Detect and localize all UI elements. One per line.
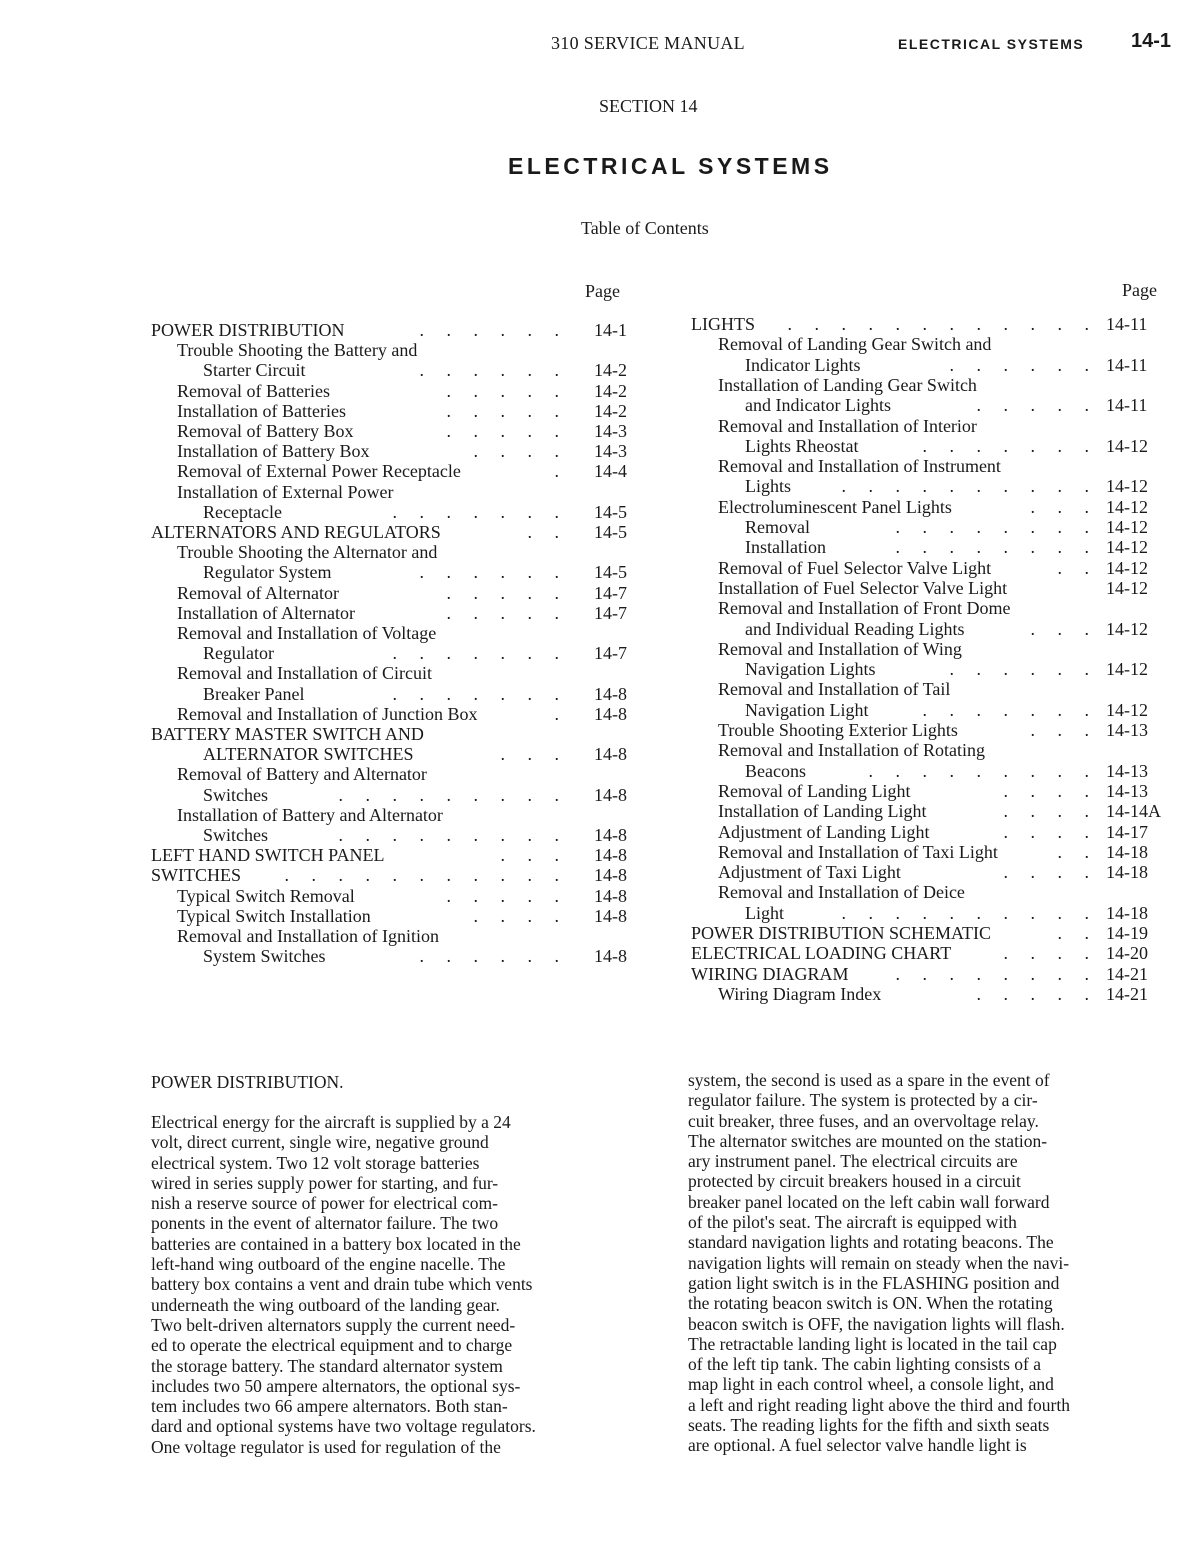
toc-entry-title: Installation of External Power bbox=[177, 481, 394, 502]
toc-entry-title: Installation of Alternator bbox=[177, 602, 355, 623]
toc-entry-title: Removal of Landing Light bbox=[718, 780, 911, 801]
toc-entry-leader: . . bbox=[527, 522, 568, 542]
toc-entry bbox=[151, 320, 641, 340]
toc-entry-page: 14-11 bbox=[1106, 395, 1148, 416]
toc-entry bbox=[691, 578, 1181, 598]
toc-entry-title: Regulator System bbox=[203, 562, 332, 583]
toc-entry-page: 14-5 bbox=[594, 562, 627, 583]
body-text-line: dard and optional systems have two voltage regulators. bbox=[151, 1416, 536, 1437]
toc-entry-title: ALTERNATORS AND REGULATORS bbox=[151, 522, 441, 542]
toc-entry-leader: . . . . . . . bbox=[392, 683, 568, 704]
toc-entry-title: POWER DISTRIBUTION SCHEMATIC bbox=[691, 923, 992, 943]
body-text-line: protected by circuit breakers housed in a circuit bbox=[688, 1171, 1021, 1192]
body-text-line: beacon switch is OFF, the navigation lights will flash. bbox=[688, 1313, 1065, 1334]
toc-entry-title: Removal and Installation of Rotating bbox=[718, 740, 985, 761]
body-text-line: volt, direct current, single wire, negative ground bbox=[151, 1132, 489, 1153]
body-text-line: wired in series supply power for starting, and fur- bbox=[151, 1172, 499, 1193]
toc-entry-leader: . . bbox=[1057, 923, 1098, 943]
toc-entry bbox=[151, 603, 641, 623]
toc-entry-title: LIGHTS bbox=[691, 314, 755, 334]
toc-entry-page: 14-3 bbox=[594, 421, 627, 441]
toc-entry-title: Switches bbox=[203, 825, 268, 845]
toc-entry-leader: . . . . . . . . bbox=[895, 517, 1098, 537]
toc-entry-page: 14-8 bbox=[594, 825, 627, 845]
toc-entry-page: 14-11 bbox=[1106, 354, 1148, 375]
body-heading: POWER DISTRIBUTION. bbox=[151, 1072, 344, 1092]
toc-entry-leader: . . . . . . bbox=[419, 320, 568, 340]
toc-entry-page: 14-11 bbox=[1106, 314, 1148, 334]
toc-entry-title: Removal and Installation of Tail bbox=[718, 679, 951, 700]
toc-entry bbox=[691, 740, 1181, 760]
header-page-number: 14-1 bbox=[1131, 30, 1172, 52]
toc-entry-page: 14-18 bbox=[1106, 841, 1148, 862]
toc-entry-leader: . . . . . . . bbox=[922, 699, 1098, 720]
toc-entry bbox=[691, 822, 1181, 842]
toc-entry bbox=[151, 946, 641, 966]
toc-entry-leader: . . . bbox=[1030, 496, 1098, 517]
toc-entry-title: Adjustment of Landing Light bbox=[718, 821, 930, 842]
toc-entry-title: Navigation Lights bbox=[745, 659, 876, 680]
toc-entry-leader: . . . . . bbox=[446, 885, 568, 906]
toc-entry bbox=[151, 805, 641, 825]
body-text-line: ed to operate the electrical equipment and to charge bbox=[151, 1335, 513, 1356]
toc-entry-leader: . . . . bbox=[1003, 862, 1098, 883]
toc-entry-leader: . . . . . . . . . bbox=[338, 784, 568, 805]
toc-entry-page: 14-12 bbox=[1106, 537, 1148, 558]
toc-entry-page: 14-12 bbox=[1106, 557, 1148, 578]
header-section-name: ELECTRICAL SYSTEMS bbox=[898, 36, 1085, 52]
body-text-line: The alternator switches are mounted on the station- bbox=[688, 1130, 1048, 1151]
toc-entry-title: Trouble Shooting the Alternator and bbox=[177, 542, 438, 563]
toc-entry bbox=[151, 845, 641, 865]
toc-entry-title: Trouble Shooting Exterior Lights bbox=[718, 720, 958, 740]
toc-entry-title: System Switches bbox=[203, 946, 326, 967]
body-text-line: nish a reserve source of power for electrical com- bbox=[151, 1193, 498, 1214]
header-manual-title: 310 SERVICE MANUAL bbox=[551, 33, 745, 53]
toc-entry-leader: . . . . . bbox=[446, 380, 568, 401]
toc-entry-page: 14-17 bbox=[1106, 821, 1148, 842]
toc-entry-title: Removal of External Power Receptacle bbox=[177, 461, 461, 482]
toc-entry-title: Removal of Alternator bbox=[177, 582, 339, 603]
toc-entry-page: 14-4 bbox=[594, 461, 627, 482]
body-text-line: electrical system. Two 12 volt storage batteries bbox=[151, 1152, 480, 1173]
toc-entry-title: Removal of Fuel Selector Valve Light bbox=[718, 557, 992, 578]
body-text-line: the rotating beacon switch is ON. When the rotating bbox=[688, 1293, 1053, 1314]
toc-entry-title: Removal and Installation of Taxi Light bbox=[718, 841, 998, 862]
toc-entry-page: 14-12 bbox=[1106, 618, 1148, 639]
toc-entry bbox=[691, 964, 1181, 984]
toc-left-page-heading: Page bbox=[585, 281, 620, 301]
toc-entry-leader: . . . . . . . . . . bbox=[841, 902, 1098, 923]
toc-entry-page: 14-13 bbox=[1106, 760, 1148, 781]
toc-entry-title: ALTERNATOR SWITCHES bbox=[203, 744, 414, 765]
toc-entry-title: Wiring Diagram Index bbox=[718, 983, 882, 1004]
toc-entry-title: Removal and Installation of Circuit bbox=[177, 663, 432, 684]
toc-entry bbox=[691, 882, 1181, 902]
body-text-line: includes two 50 ampere alternators, the optional sys- bbox=[151, 1375, 521, 1396]
toc-entry-title: POWER DISTRIBUTION bbox=[151, 320, 345, 340]
body-text-line: ary instrument panel. The electrical circuits are bbox=[688, 1151, 1018, 1172]
toc-entry-title: Switches bbox=[203, 784, 268, 805]
body-text-line: seats. The reading lights for the fifth and sixth seats bbox=[688, 1415, 1050, 1436]
toc-entry-leader: . . . . bbox=[1003, 943, 1098, 964]
toc-entry-page: 14-7 bbox=[594, 582, 627, 603]
toc-entry-page: 14-12 bbox=[1106, 496, 1148, 517]
body-text-line: standard navigation lights and rotating beacons. The bbox=[688, 1232, 1054, 1253]
toc-entry bbox=[151, 381, 641, 401]
body-text-line: tem includes two 66 ampere alternators. Both stan- bbox=[151, 1396, 508, 1417]
toc-entry-title: Installation of Batteries bbox=[177, 400, 346, 421]
toc-entry bbox=[151, 421, 641, 441]
toc-entry-page: 14-8 bbox=[594, 885, 627, 906]
toc-entry bbox=[691, 375, 1181, 395]
toc-entry-title: Installation bbox=[745, 537, 826, 558]
toc-entry bbox=[151, 785, 641, 805]
toc-entry-title: Removal of Batteries bbox=[177, 380, 330, 401]
body-text-line: breaker panel located on the left cabin wall forward bbox=[688, 1191, 1050, 1212]
page-title: ELECTRICAL SYSTEMS bbox=[508, 153, 833, 179]
toc-entry-leader: . . . bbox=[1030, 618, 1098, 639]
toc-entry bbox=[691, 639, 1181, 659]
toc-entry-leader: . bbox=[554, 461, 568, 482]
toc-entry-leader: . . . . . . . . . bbox=[868, 760, 1098, 781]
toc-entry-page: 14-12 bbox=[1106, 435, 1148, 456]
toc-entry-page: 14-2 bbox=[594, 360, 627, 381]
toc-entry-leader: . . . bbox=[1030, 720, 1098, 740]
toc-entry-title: Breaker Panel bbox=[203, 683, 305, 704]
toc-entry bbox=[691, 355, 1181, 375]
toc-entry-title: WIRING DIAGRAM bbox=[691, 963, 849, 984]
toc-entry-title: Typical Switch Installation bbox=[177, 905, 371, 926]
body-text-line: navigation lights will remain on steady when the navi- bbox=[688, 1252, 1070, 1273]
toc-entry-page: 14-8 bbox=[594, 946, 627, 967]
toc-entry bbox=[691, 456, 1181, 476]
toc-entry-title: Removal and Installation of Deice bbox=[718, 882, 965, 903]
toc-entry-leader: . . . . . . . . . . . bbox=[284, 865, 568, 886]
toc-entry-leader: . . . . . bbox=[446, 400, 568, 421]
toc-entry-page: 14-13 bbox=[1106, 780, 1148, 801]
toc-entry bbox=[151, 744, 641, 764]
toc-entry-title: Typical Switch Removal bbox=[177, 885, 355, 906]
toc-entry-page: 14-18 bbox=[1106, 862, 1148, 883]
toc-entry bbox=[151, 340, 641, 360]
toc-entry-title: Removal and Installation of Instrument bbox=[718, 456, 1001, 477]
body-text-line: of the pilot's seat. The aircraft is equipped with bbox=[688, 1212, 1017, 1233]
body-text-line: The retractable landing light is located in the tail cap bbox=[688, 1333, 1057, 1354]
toc-entry bbox=[151, 583, 641, 603]
toc-entry-title: Trouble Shooting the Battery and bbox=[177, 340, 418, 361]
toc-entry bbox=[151, 906, 641, 926]
toc-entry-title: Installation of Battery and Alternator bbox=[177, 804, 443, 825]
toc-entry-page: 14-1 bbox=[594, 320, 627, 340]
toc-entry-leader: . . . . bbox=[1003, 780, 1098, 801]
body-text-line: left-hand wing outboard of the engine nacelle. The bbox=[151, 1254, 506, 1275]
toc-entry-title: BATTERY MASTER SWITCH AND bbox=[151, 724, 424, 744]
toc-entry-title: Indicator Lights bbox=[745, 354, 861, 375]
toc-entry-title: Removal and Installation of Ignition bbox=[177, 926, 439, 946]
toc-entry-title: Lights Rheostat bbox=[745, 435, 859, 456]
toc-entry-title: Installation of Battery Box bbox=[177, 441, 370, 462]
toc-entry bbox=[151, 482, 641, 502]
toc-entry bbox=[691, 761, 1181, 781]
toc-entry-leader: . . . . . . bbox=[419, 562, 568, 583]
toc-entry bbox=[151, 522, 641, 542]
body-text-line: ponents in the event of alternator failure. The two bbox=[151, 1213, 499, 1234]
toc-entry bbox=[691, 395, 1181, 415]
toc-entry-leader: . . . . . bbox=[446, 602, 568, 623]
toc-entry bbox=[151, 401, 641, 421]
toc-entry bbox=[691, 903, 1181, 923]
toc-entry-leader: . . . . . . . . bbox=[895, 537, 1098, 558]
toc-entry-title: and Individual Reading Lights bbox=[745, 618, 965, 639]
toc-entry-leader: . . . . . bbox=[446, 582, 568, 603]
toc-entry-leader: . . . . . . . bbox=[922, 435, 1098, 456]
toc-entry bbox=[691, 314, 1181, 334]
toc-entry-leader: . . . . . bbox=[976, 983, 1098, 1004]
toc-entry-page: 14-8 bbox=[594, 865, 627, 886]
toc-entry bbox=[151, 441, 641, 461]
toc-entry-leader: . . . . . . . . . . bbox=[841, 476, 1098, 497]
toc-entry-page: 14-14A bbox=[1106, 801, 1161, 822]
toc-entry-leader: . . . . . bbox=[446, 421, 568, 441]
body-right-column bbox=[688, 1070, 1188, 1456]
toc-entry-leader: . . bbox=[1057, 841, 1098, 862]
toc-entry bbox=[691, 679, 1181, 699]
toc-entry bbox=[691, 781, 1181, 801]
toc-entry bbox=[691, 416, 1181, 436]
toc-entry bbox=[691, 334, 1181, 354]
body-text-line: of the left tip tank. The cabin lighting consists of a bbox=[688, 1354, 1042, 1375]
toc-entry bbox=[151, 562, 641, 582]
toc-entry-title: Installation of Landing Gear Switch bbox=[718, 374, 977, 395]
toc-entry-title: SWITCHES bbox=[151, 865, 241, 886]
body-text-line: cuit breaker, three fuses, and an overvoltage relay. bbox=[688, 1110, 1039, 1131]
toc-entry-page: 14-20 bbox=[1106, 943, 1148, 964]
toc-entry-title: Removal and Installation of Voltage bbox=[177, 623, 437, 643]
toc-entry bbox=[691, 537, 1181, 557]
toc-entry bbox=[691, 619, 1181, 639]
toc-entry bbox=[691, 436, 1181, 456]
body-text-line: regulator failure. The system is protected by a cir- bbox=[688, 1090, 1038, 1111]
toc-entry-title: Removal and Installation of Front Dome bbox=[718, 598, 1011, 619]
toc-entry bbox=[151, 502, 641, 522]
toc-entry-page: 14-8 bbox=[594, 703, 627, 724]
toc-right-page-heading: Page bbox=[1122, 280, 1157, 300]
toc-entry bbox=[151, 764, 641, 784]
toc-entry bbox=[151, 704, 641, 724]
toc-entry-leader: . . . . bbox=[1003, 801, 1098, 822]
toc-entry-title: Lights bbox=[745, 476, 792, 497]
toc-entry bbox=[691, 659, 1181, 679]
toc-entry-leader: . . . . . . bbox=[419, 360, 568, 381]
toc-entry-leader: . . . . . . bbox=[949, 659, 1098, 680]
body-text-line: underneath the wing outboard of the landing gear. bbox=[151, 1294, 500, 1315]
toc-entry-page: 14-21 bbox=[1106, 983, 1148, 1004]
toc-entry-title: Installation of Landing Light bbox=[718, 801, 927, 822]
toc-entry-title: Installation of Fuel Selector Valve Light bbox=[718, 577, 1008, 598]
toc-entry-page: 14-18 bbox=[1106, 902, 1148, 923]
toc-entry bbox=[691, 842, 1181, 862]
toc-entry bbox=[691, 984, 1181, 1004]
toc-entry-title: Receptacle bbox=[203, 501, 282, 522]
toc-entry-title: Adjustment of Taxi Light bbox=[718, 862, 901, 883]
toc-entry-leader: . . . . . . . bbox=[392, 643, 568, 664]
body-text-line: a left and right reading light above the third and fourth bbox=[688, 1394, 1070, 1415]
toc-entry-page: 14-19 bbox=[1106, 923, 1148, 943]
toc-entry-title: Removal of Landing Gear Switch and bbox=[718, 334, 992, 355]
toc-entry bbox=[691, 700, 1181, 720]
toc-right-column bbox=[691, 314, 1181, 1014]
body-text-line: system, the second is used as a spare in the event of bbox=[688, 1070, 1050, 1090]
body-left-column bbox=[151, 1112, 651, 1457]
toc-entry-leader: . . . . . . . . . . . . bbox=[787, 314, 1098, 334]
toc-entry-page: 14-8 bbox=[594, 905, 627, 926]
toc-entry-page: 14-5 bbox=[594, 501, 627, 522]
toc-entry-leader: . . . . bbox=[1003, 821, 1098, 842]
toc-left-column bbox=[151, 320, 641, 980]
body-text-line: battery box contains a vent and drain tube which vents bbox=[151, 1274, 533, 1295]
toc-entry-leader: . . . . . . . bbox=[392, 501, 568, 522]
toc-entry-page: 14-2 bbox=[594, 380, 627, 401]
body-text-line: Two belt-driven alternators supply the current need- bbox=[151, 1314, 516, 1335]
toc-entry-page: 14-7 bbox=[594, 602, 627, 623]
toc-entry-leader: . . . . . . bbox=[419, 946, 568, 967]
toc-entry bbox=[151, 542, 641, 562]
toc-entry bbox=[691, 497, 1181, 517]
toc-entry-leader: . . . . bbox=[473, 441, 568, 462]
body-text-line: One voltage regulator is used for regulation of the bbox=[151, 1436, 501, 1457]
toc-entry-leader: . . . . . . bbox=[949, 354, 1098, 375]
toc-entry-title: Electroluminescent Panel Lights bbox=[718, 496, 952, 517]
toc-entry bbox=[151, 865, 641, 885]
toc-entry-page: 14-21 bbox=[1106, 963, 1148, 984]
toc-entry-title: Removal of Battery Box bbox=[177, 421, 354, 441]
toc-entry-page: 14-13 bbox=[1106, 720, 1148, 740]
body-text-line: the storage battery. The standard alternator system bbox=[151, 1355, 503, 1376]
toc-entry bbox=[691, 598, 1181, 618]
toc-entry-page: 14-12 bbox=[1106, 699, 1148, 720]
toc-entry bbox=[691, 943, 1181, 963]
body-text-line: are optional. A fuel selector valve handle light is bbox=[688, 1435, 1027, 1456]
section-label: SECTION 14 bbox=[599, 96, 698, 116]
toc-title: Table of Contents bbox=[581, 218, 709, 238]
toc-entry-page: 14-12 bbox=[1106, 476, 1148, 497]
toc-entry-page: 14-8 bbox=[594, 683, 627, 704]
toc-entry-page: 14-2 bbox=[594, 400, 627, 421]
toc-entry-title: and Indicator Lights bbox=[745, 395, 891, 416]
toc-entry-page: 14-7 bbox=[594, 643, 627, 664]
body-text-line: map light in each control wheel, a console light, and bbox=[688, 1374, 1054, 1395]
toc-entry-leader: . . . bbox=[500, 845, 568, 866]
toc-entry-title: Removal and Installation of Wing bbox=[718, 638, 962, 659]
toc-entry-page: 14-5 bbox=[594, 522, 627, 542]
toc-entry-title: Beacons bbox=[745, 760, 806, 781]
toc-entry bbox=[691, 720, 1181, 740]
toc-entry bbox=[151, 886, 641, 906]
toc-entry-title: Removal of Battery and Alternator bbox=[177, 764, 427, 785]
toc-entry-leader: . . . . bbox=[473, 905, 568, 926]
toc-entry bbox=[151, 663, 641, 683]
toc-entry-page: 14-12 bbox=[1106, 659, 1148, 680]
toc-entry-page: 14-8 bbox=[594, 845, 627, 866]
toc-entry bbox=[151, 643, 641, 663]
toc-entry-leader: . . . . . bbox=[976, 395, 1098, 416]
toc-entry bbox=[151, 926, 641, 946]
toc-entry-title: LEFT HAND SWITCH PANEL bbox=[151, 845, 385, 866]
toc-entry bbox=[151, 825, 641, 845]
toc-entry-page: 14-3 bbox=[594, 441, 627, 462]
toc-entry-leader: . . bbox=[1057, 557, 1098, 578]
toc-entry bbox=[691, 476, 1181, 496]
toc-entry-title: ELECTRICAL LOADING CHART bbox=[691, 943, 952, 964]
toc-entry bbox=[691, 862, 1181, 882]
toc-entry-leader: . . . bbox=[500, 744, 568, 765]
toc-entry bbox=[691, 801, 1181, 821]
toc-entry-page: 14-12 bbox=[1106, 577, 1148, 598]
toc-entry-title: Removal bbox=[745, 517, 810, 537]
toc-entry bbox=[151, 461, 641, 481]
toc-entry-title: Removal and Installation of Junction Box bbox=[177, 703, 478, 724]
toc-entry bbox=[691, 923, 1181, 943]
toc-entry-title: Light bbox=[745, 902, 784, 923]
toc-entry bbox=[691, 517, 1181, 537]
body-text-line: gation light switch is in the FLASHING position and bbox=[688, 1272, 1060, 1293]
toc-entry-page: 14-8 bbox=[594, 744, 627, 765]
toc-entry-page: 14-8 bbox=[594, 784, 627, 805]
toc-entry bbox=[151, 360, 641, 380]
toc-entry-leader: . . . . . . . . . bbox=[338, 825, 568, 845]
toc-entry-title: Starter Circuit bbox=[203, 360, 306, 381]
toc-entry bbox=[151, 623, 641, 643]
toc-entry-leader: . . . . . . . . bbox=[895, 963, 1098, 984]
toc-entry-title: Navigation Light bbox=[745, 699, 869, 720]
body-text-line: batteries are contained in a battery box located in the bbox=[151, 1233, 521, 1254]
toc-entry bbox=[151, 684, 641, 704]
toc-entry-title: Regulator bbox=[203, 643, 274, 664]
toc-entry bbox=[691, 558, 1181, 578]
toc-entry-leader: . bbox=[554, 703, 568, 724]
body-text-line: Electrical energy for the aircraft is supplied by a 24 bbox=[151, 1112, 511, 1132]
toc-entry bbox=[151, 724, 641, 744]
toc-entry-page: 14-12 bbox=[1106, 517, 1148, 537]
toc-entry-title: Removal and Installation of Interior bbox=[718, 415, 977, 436]
